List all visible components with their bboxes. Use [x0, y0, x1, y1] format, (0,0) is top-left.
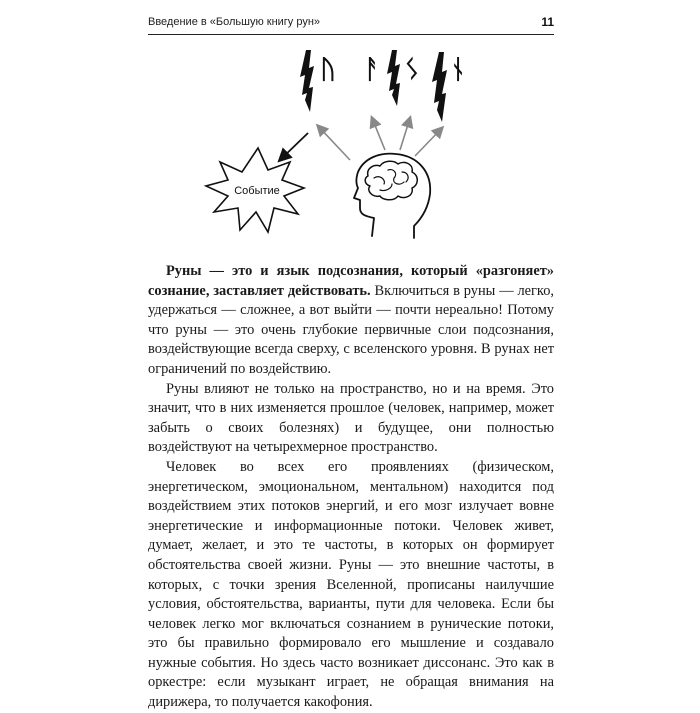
runes-illustration [0, 0, 700, 260]
bold-lead: Руны — это и язык подсознания, который «разгоняет» сознание, заставляет действовать. [148, 263, 554, 299]
rune-glyph: ᛊ [404, 55, 420, 85]
event-burst [206, 148, 304, 232]
lightning-bolt-icon [300, 50, 314, 112]
rune-glyph: ᚾ [450, 55, 466, 85]
flow-arrows [318, 118, 442, 160]
rune-glyph: ᚨ [364, 55, 380, 85]
paragraph [148, 262, 554, 380]
event-arrow [280, 133, 308, 160]
body-text [148, 262, 554, 713]
page-number: 11 [541, 15, 554, 29]
head-with-brain-icon [354, 154, 430, 238]
lightning-bolt-icon [387, 50, 400, 106]
paragraph-rest: Включиться в руны — легко, удержаться — сложнее, а вот выйти — почти нереально! Потому что руны — это очень глубокие первичные слои подсознания, воздействующие всегда сверху, с вселенского уровня. В рунах нет ограничений по воздействию. [148, 282, 554, 377]
rune-glyph: ᚢ [320, 55, 336, 85]
lightning-bolt-icon [432, 52, 447, 122]
paragraph: Человек во всех его проявлениях (физическом, энергетическом, эмоциональном, ментальном) находится под воздействием этих потоков энергий, и его мозг излучает вовне энергетические и информационные потоки. Человек живет, думает, желает, и это те частоты, в которых он формирует обстоятельства своей жизни. Руны — это внешние частоты, в которых, с точки зрения Вселенной, прописаны наилучшие условия, обстоятельства, варианты, пути для человека. Если бы человек легко мог включаться сознанием в рунические потоки, это бы правильно формировало его мышление и создавало нужные события. Но здесь часто возникает диссонанс. Это как в оркестре: если музыкант играет, не обращая внимания на дирижера, то получается какофония. [148, 458, 554, 711]
event-label: Событие [234, 185, 280, 197]
header-title: Введение в «Большую книгу рун» [148, 16, 321, 28]
paragraph: Руны влияют не только на пространство, но и на время. Это значит, что в них изменяется прошлое (человек, например, может забыть о своих болезнях) и будущее, они полностью воздействуют на четырехмерное пространство. [148, 380, 554, 456]
